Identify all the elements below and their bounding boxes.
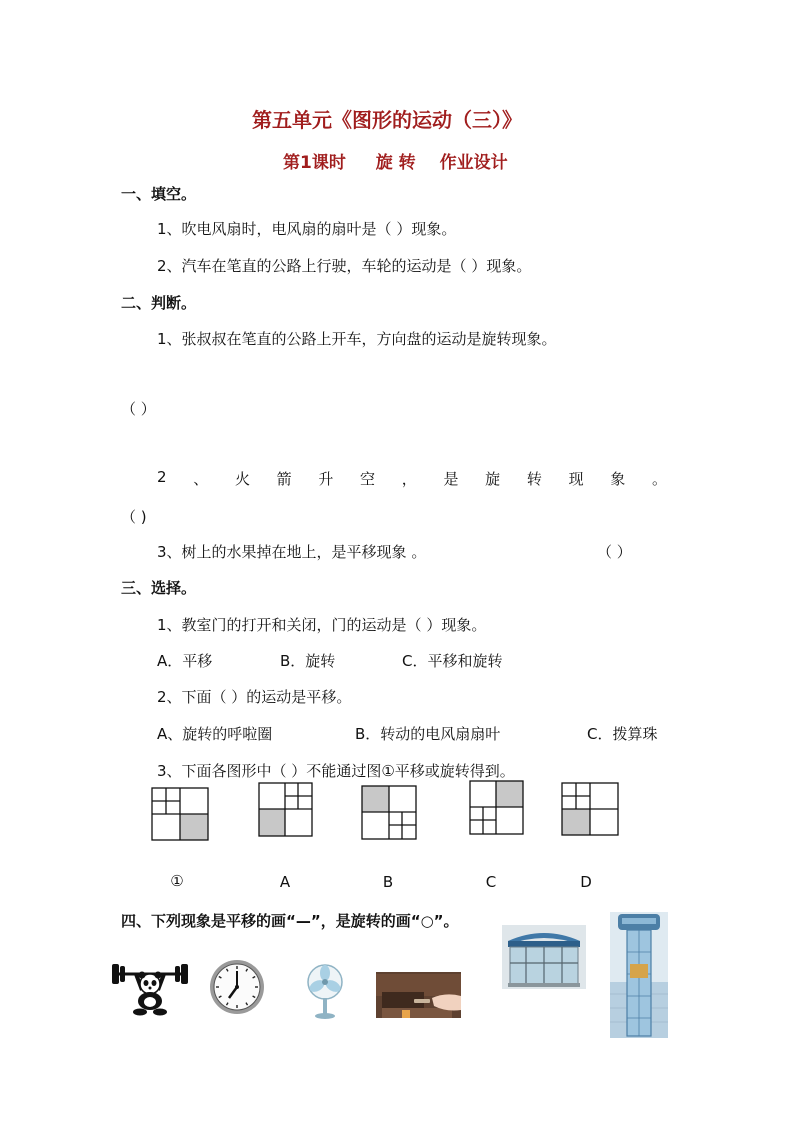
choice-question-3: 3、下面各图形中（ ）不能通过图①平移或旋转得到。 bbox=[157, 762, 515, 780]
choice-q1-option-b: B．旋转 bbox=[280, 652, 336, 670]
choice-q1-option-a: A．平移 bbox=[157, 652, 213, 670]
choice-question-2: 2、下面（ ）的运动是平移。 bbox=[157, 688, 352, 706]
revolving-door-picture bbox=[502, 925, 586, 993]
judge-question-2 bbox=[157, 468, 667, 489]
section-judge-heading: 二、判断。 bbox=[121, 294, 197, 312]
judge-question-3: 3、树上的水果掉在地上，是平移现象 。 bbox=[157, 543, 427, 561]
judge-question-1-paren: （ ） bbox=[121, 400, 156, 418]
judge-question-2-char: 、 bbox=[193, 470, 209, 488]
glass-elevator-picture bbox=[610, 912, 668, 1042]
figure-d bbox=[561, 782, 619, 836]
page-title: 第五单元《图形的运动（三）》 bbox=[252, 108, 522, 132]
judge-question-2-char: 升 bbox=[318, 470, 334, 488]
figure-1-label: ① bbox=[170, 872, 184, 890]
judge-question-2-char: 2 bbox=[157, 468, 167, 486]
figure-d-label: D bbox=[580, 873, 592, 891]
page-subtitle bbox=[283, 148, 508, 173]
judge-question-2-char: 箭 bbox=[276, 470, 292, 488]
figure-b-label: B bbox=[382, 873, 394, 891]
judge-question-2-paren: （ ) bbox=[121, 508, 147, 526]
judge-question-2-char: 转 bbox=[526, 470, 542, 488]
subtitle-topic: 旋 转 bbox=[375, 153, 416, 173]
choice-q1-option-c: C．平移和旋转 bbox=[402, 652, 503, 670]
figure-a bbox=[258, 782, 313, 837]
figure-c bbox=[469, 780, 524, 835]
judge-question-2-char: 是 bbox=[443, 470, 459, 488]
judge-question-2-char: 空 bbox=[360, 470, 376, 488]
section-mark-heading: 四、下列现象是平移的画“—”，是旋转的画“○”。 bbox=[121, 912, 459, 930]
figure-b bbox=[361, 785, 417, 840]
choice-q2-option-a: A、旋转的呼啦圈 bbox=[157, 725, 273, 743]
wall-clock-picture bbox=[207, 958, 267, 1020]
judge-question-2-char: 现 bbox=[568, 470, 584, 488]
judge-question-2-char: 旋 bbox=[485, 470, 501, 488]
choice-q2-option-c: C．拨算珠 bbox=[587, 725, 658, 743]
section-fill-heading: 一、填空。 bbox=[121, 185, 197, 203]
choice-q2-option-b: B．转动的电风扇扇叶 bbox=[355, 725, 501, 743]
judge-question-1: 1、张叔叔在笔直的公路上开车，方向盘的运动是旋转现象。 bbox=[157, 330, 557, 348]
fill-question-2: 2、汽车在笔直的公路上行驶，车轮的运动是（ ）现象。 bbox=[157, 257, 532, 275]
judge-question-3-paren: （ ） bbox=[597, 543, 632, 561]
weightlifter-panda-picture bbox=[110, 960, 190, 1020]
electric-fan-picture bbox=[302, 962, 348, 1024]
judge-question-2-char: 。 bbox=[651, 470, 667, 488]
section-choice-heading: 三、选择。 bbox=[121, 579, 197, 597]
figure-1 bbox=[151, 787, 209, 841]
choice-question-1: 1、教室门的打开和关闭，门的运动是（ ）现象。 bbox=[157, 616, 487, 634]
judge-question-2-char: ， bbox=[401, 470, 417, 488]
subtitle-task: 作业设计 bbox=[439, 153, 508, 173]
figure-a-label: A bbox=[279, 873, 291, 891]
subtitle-lesson: 第1课时 bbox=[283, 153, 346, 173]
figure-c-label: C bbox=[485, 873, 497, 891]
judge-question-2-char: 象 bbox=[610, 470, 626, 488]
judge-question-2-char: 火 bbox=[234, 470, 250, 488]
fill-question-1: 1、吹电风扇时，电风扇的扇叶是（ ）现象。 bbox=[157, 220, 457, 238]
pulling-drawer-picture bbox=[376, 972, 461, 1022]
